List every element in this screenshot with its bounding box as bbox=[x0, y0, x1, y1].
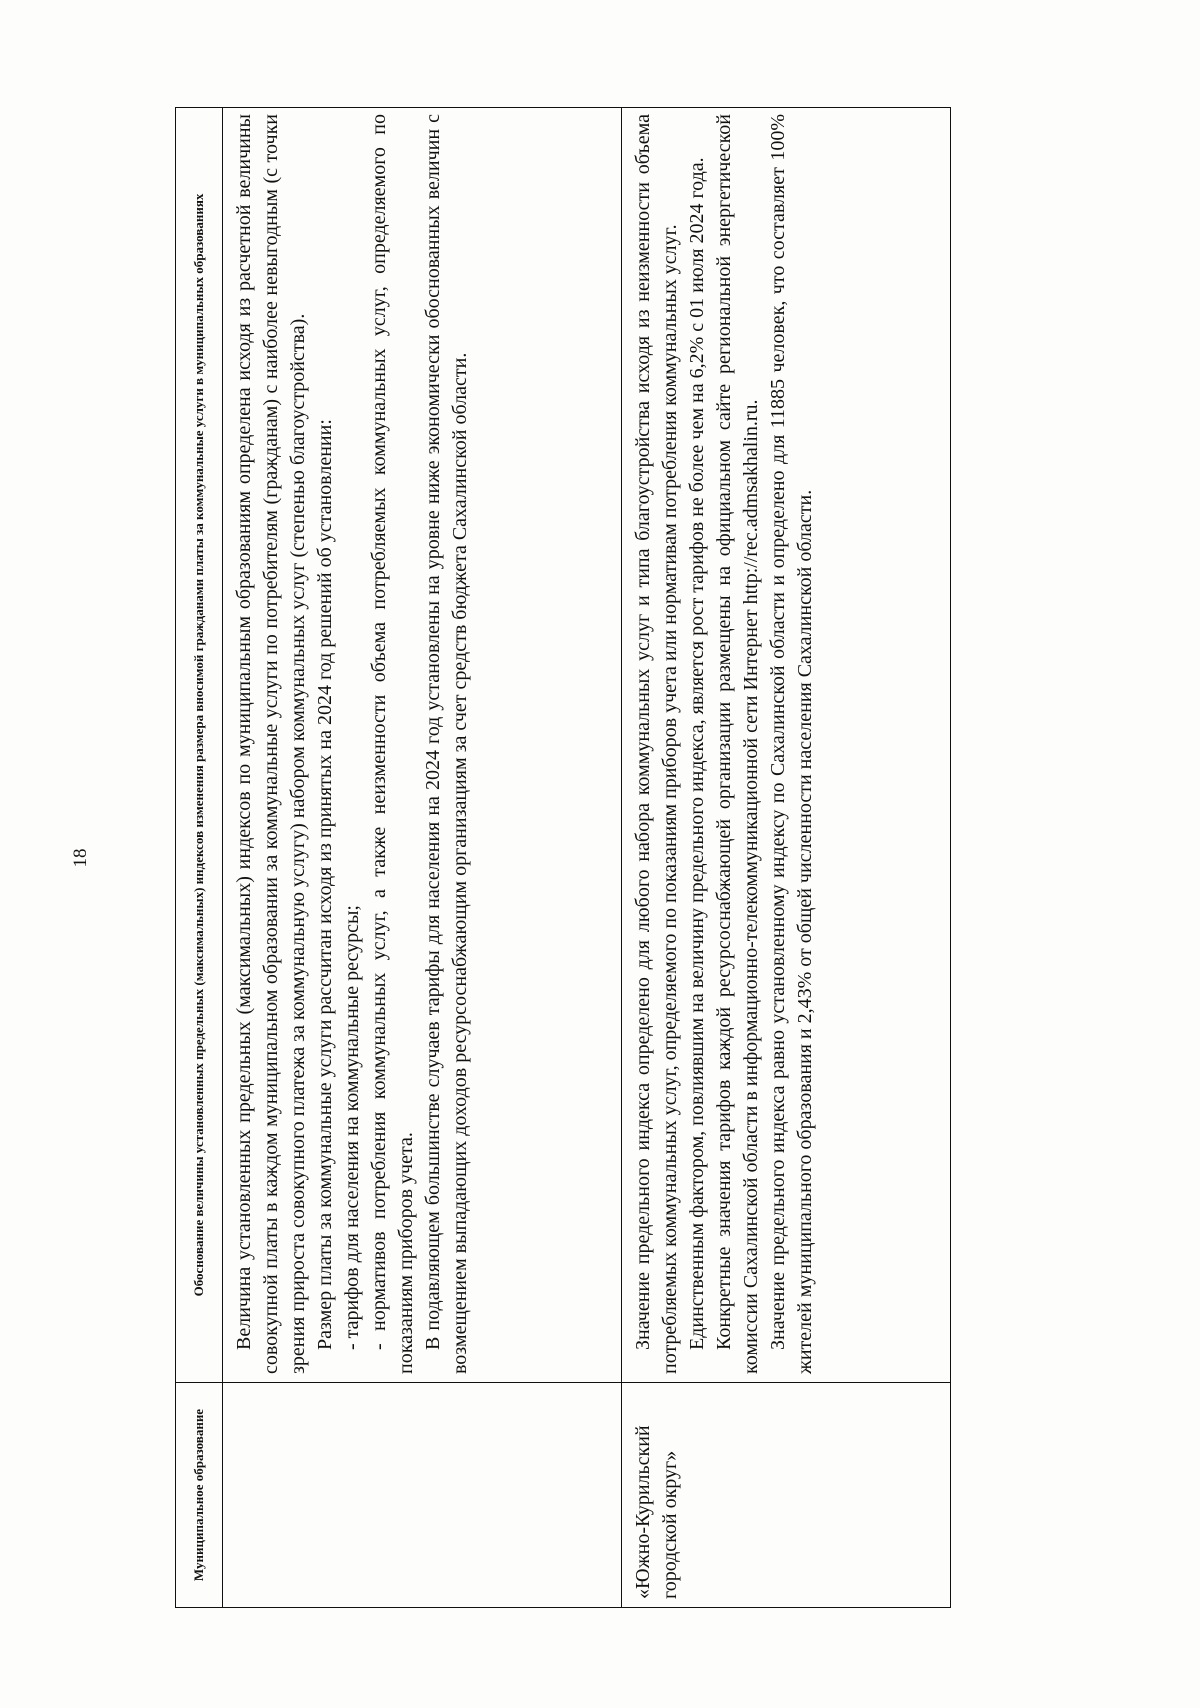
paragraph: Величина установленных предельных (максимальных) индексов по муниципальным образованиям определена исходя из расчетной величины совокупной платы в каждом муниципальном образовании за коммунальные услуги по потребителям (гражданам) с наиболее невыгодным (с точки зрения прироста совокупного платежа за коммунальную услугу) набором коммунальных услуг (степенью благоустройства). bbox=[233, 114, 309, 1374]
rotated-page bbox=[0, 108, 1060, 1608]
paragraph: Значение предельного индекса определено для любого набора коммунальных услуг и типа благоустройства исходя из неизменности объема потребляемых коммунальных услуг, определяемого по показаниям приборов учета или нормативам потребления коммунальных услуг. bbox=[632, 114, 681, 1374]
header-justification: Обоснование величины установленных предельных (максимальных) индексов изменения размера вносимой гражданами платы за коммунальные услуги в муниципальных образованиях bbox=[176, 108, 223, 1383]
justification-cell bbox=[223, 108, 622, 1383]
table-row bbox=[622, 108, 951, 1608]
header-municipality: Муниципальное образование bbox=[176, 1383, 223, 1608]
justification-table bbox=[175, 107, 951, 1608]
paragraph: Конкретные значения тарифов каждой ресурсоснабжающей организации размещены на официальном сайте региональной энергетической комиссии Сахалинской области в информационно-телекоммуникационной сети Интернет http://rec.admsakhalin.ru. bbox=[713, 114, 762, 1374]
paragraph: Размер платы за коммунальные услуги рассчитан исходя из принятых на 2024 год решений об установлении: bbox=[314, 419, 336, 1350]
justification-cell bbox=[622, 108, 951, 1383]
paragraph: Единственным фактором, повлиявшим на величину предельного индекса, является рост тарифов не более чем на 6,2% с 01 июля 2024 года. bbox=[686, 157, 708, 1350]
table-row bbox=[223, 108, 622, 1608]
municipality-cell: «Южно-Курильский городской округ» bbox=[622, 1383, 951, 1608]
paragraph: Значение предельного индекса равно установленному индексу по Сахалинской области и определено для 11885 человек, что составляет 100% жителей муниципального образования и 2,43% от общей численности населения Сахалинской области. bbox=[767, 114, 816, 1374]
paragraph: В подавляющем большинстве случаев тарифы для населения на 2024 год установлены на уровне ниже экономически обоснованных величин с возмещением выпадающих доходов ресурсоснабжающим организациям за счет средств бюджета Сахалинской области. bbox=[422, 114, 471, 1374]
page-number: 18 bbox=[70, 848, 91, 868]
list-item: - тарифов для населения на коммунальные ресурсы; bbox=[341, 905, 363, 1350]
municipality-cell bbox=[223, 1383, 622, 1608]
table-header-row bbox=[176, 108, 223, 1608]
list-item: - нормативов потребления коммунальных услуг, а также неизменности объема потребляемых коммунальных услуг, определяемого по показаниям приборов учета. bbox=[368, 114, 417, 1374]
